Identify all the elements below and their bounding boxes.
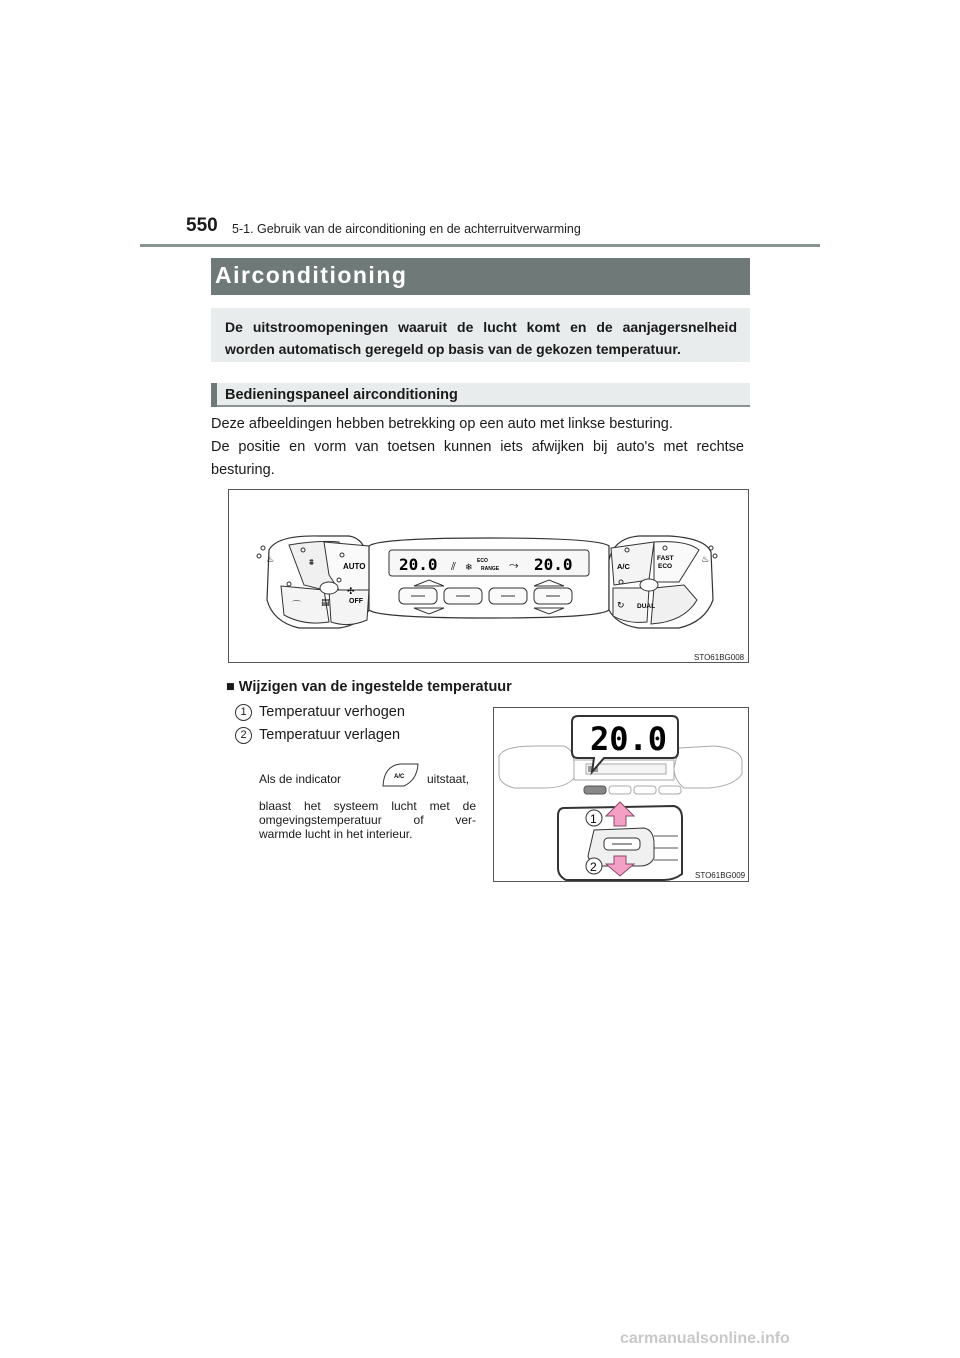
paragraph-line2: De positie en vorm van toetsen kunnen iets afwijken bij auto's met rechtse	[211, 439, 744, 455]
vent-mode-icon: ⤳	[509, 558, 519, 572]
step-text-2: Temperatuur verlagen	[259, 727, 401, 743]
eco-button-label: ECO	[658, 563, 673, 570]
windshield-icon: ⌒	[292, 601, 302, 611]
watermark: carmanualsonline.info	[620, 1330, 790, 1347]
temperature-heading: ■ Wijzigen van de ingestelde temperatuur	[226, 679, 512, 695]
subsection-accent	[211, 383, 217, 407]
temperature-adjust-illustration	[494, 708, 748, 881]
auto-button-label: AUTO	[343, 562, 366, 571]
chapter-title: 5-1. Gebruik van de airconditioning en de achterruitverwarming	[232, 222, 581, 236]
range-indicator: RANGE	[481, 566, 500, 572]
off-button-label: OFF	[349, 598, 363, 605]
step-text-1: Temperatuur verhogen	[259, 704, 405, 720]
note-line2: blaast het systeem lucht met de	[259, 799, 476, 813]
ac-indicator-icon	[380, 760, 420, 790]
temperature-adjust-figure	[493, 707, 749, 882]
front-defrost-icon: ⩩	[309, 558, 314, 568]
intro-text-line2: worden automatisch geregeld op basis van de gekozen temperatuur.	[225, 341, 681, 357]
section-title: Airconditioning	[215, 262, 408, 288]
dual-button-label: DUAL	[637, 603, 656, 610]
snowflake-icon: ❄	[465, 563, 473, 573]
callout-label-2: 2	[590, 860, 597, 874]
note-part1: Als de indicator	[259, 772, 342, 786]
control-panel-figure	[228, 489, 749, 663]
left-temp-display: 20.0	[399, 555, 438, 574]
subsection-title: Bedieningspaneel airconditioning	[225, 387, 458, 403]
fast-button-label: FAST	[657, 555, 674, 562]
seat-heater-right-icon: ♨	[701, 555, 710, 565]
seat-heater-left-icon: ♨	[266, 555, 275, 565]
paragraph-line3: besturing.	[211, 462, 275, 478]
figure1-code: STO61BG008	[694, 653, 745, 662]
eco-indicator: ECO	[477, 558, 488, 564]
page-number: 550	[186, 215, 218, 236]
ac-button-label: A/C	[617, 562, 630, 571]
intro-text-line1: De uitstroomopeningen waaruit de lucht komt en de aanjagersnelheid	[225, 319, 737, 335]
note-part2: uitstaat,	[427, 772, 470, 786]
note-line4: warmde lucht in het interieur.	[259, 827, 413, 841]
fan-icon: ✣	[347, 587, 355, 597]
note-line3: omgevingstemperatuur of ver-	[259, 813, 476, 827]
control-panel-illustration	[229, 490, 748, 662]
step-number-1: 1	[235, 704, 252, 721]
paragraph-line1: Deze afbeeldingen hebben betrekking op een auto met linkse besturing.	[211, 416, 673, 432]
zoomed-temp-display: 20.0	[590, 720, 668, 758]
right-temp-display: 20.0	[534, 555, 573, 574]
figure2-code: STO61BG009	[695, 871, 746, 880]
recirculation-icon: ↻	[617, 601, 625, 611]
airflow-icon: ⫽	[451, 560, 456, 573]
callout-label-1: 1	[590, 812, 597, 826]
temperature-heading-text: Wijzigen van de ingestelde temperatuur	[238, 679, 512, 695]
ac-indicator-label: A/C	[394, 774, 405, 780]
step-number-2: 2	[235, 727, 252, 744]
header-rule	[140, 244, 820, 247]
rear-defrost-icon: ▤	[321, 598, 330, 608]
